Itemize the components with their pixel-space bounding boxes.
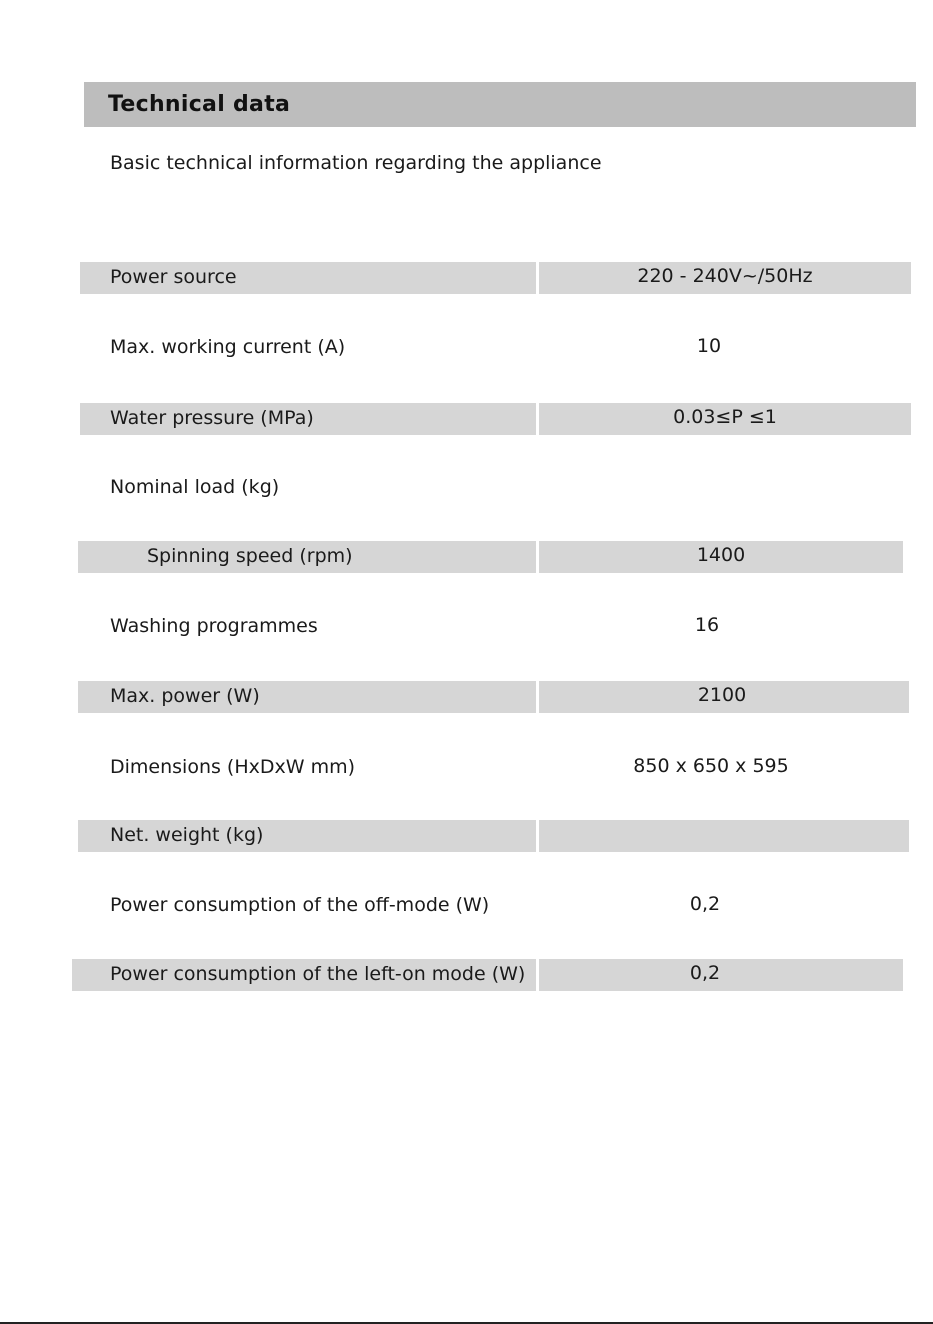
spec-value: 0.03≤P ≤1	[673, 406, 777, 428]
spec-label: Max. power (W)	[110, 685, 260, 707]
spec-value: 850 x 650 x 595	[633, 755, 789, 777]
intro-text: Basic technical information regarding the appliance	[110, 152, 602, 174]
spec-row-spinning-speed	[0, 541, 933, 573]
spec-row-power-source	[0, 262, 933, 294]
spec-row-water-pressure	[0, 403, 933, 435]
spec-label: Max. working current (A)	[110, 336, 346, 358]
spec-row-nominal-load	[0, 472, 933, 504]
spec-row-off-mode-power	[0, 890, 933, 922]
spec-value-cell	[539, 820, 909, 852]
spec-value: 1400	[696, 544, 746, 566]
spec-value: 220 - 240V~/50Hz	[637, 265, 813, 287]
spec-value: 10	[696, 335, 722, 357]
spec-value: 0,2	[689, 893, 721, 915]
spec-value: 0,2	[689, 962, 721, 984]
spec-row-max-power	[0, 681, 933, 713]
spec-value-cell	[539, 611, 875, 643]
spec-value-cell	[539, 959, 903, 991]
spec-value-cell	[539, 332, 879, 364]
spec-row-left-on-mode-power	[0, 959, 933, 991]
spec-row-dimensions	[0, 752, 933, 784]
spec-value-cell	[539, 541, 903, 573]
spec-label: Water pressure (MPa)	[110, 407, 314, 429]
spec-value: 16	[694, 614, 720, 636]
spec-label: Power source	[110, 266, 237, 288]
spec-value-cell	[539, 262, 911, 294]
spec-value-cell	[539, 752, 883, 784]
section-title: Technical data	[108, 92, 291, 117]
spec-value-cell	[539, 890, 871, 922]
spec-label: Dimensions (HxDxW mm)	[110, 756, 356, 778]
spec-label: Spinning speed (rpm)	[147, 545, 353, 567]
spec-value: 2100	[697, 684, 747, 706]
spec-value-cell	[539, 403, 911, 435]
spec-row-washing-programmes	[0, 611, 933, 643]
spec-label: Power consumption of the off-mode (W)	[110, 894, 490, 916]
spec-label: Net. weight (kg)	[110, 824, 264, 846]
spec-label: Nominal load (kg)	[110, 476, 280, 498]
section-header-bar	[84, 82, 916, 127]
spec-label: Power consumption of the left-on mode (W)	[110, 963, 526, 985]
spec-value-cell	[539, 472, 879, 504]
spec-value-cell	[539, 681, 909, 713]
spec-row-max-working-current	[0, 332, 933, 364]
spec-row-net-weight	[0, 820, 933, 852]
spec-label: Washing programmes	[110, 615, 318, 637]
